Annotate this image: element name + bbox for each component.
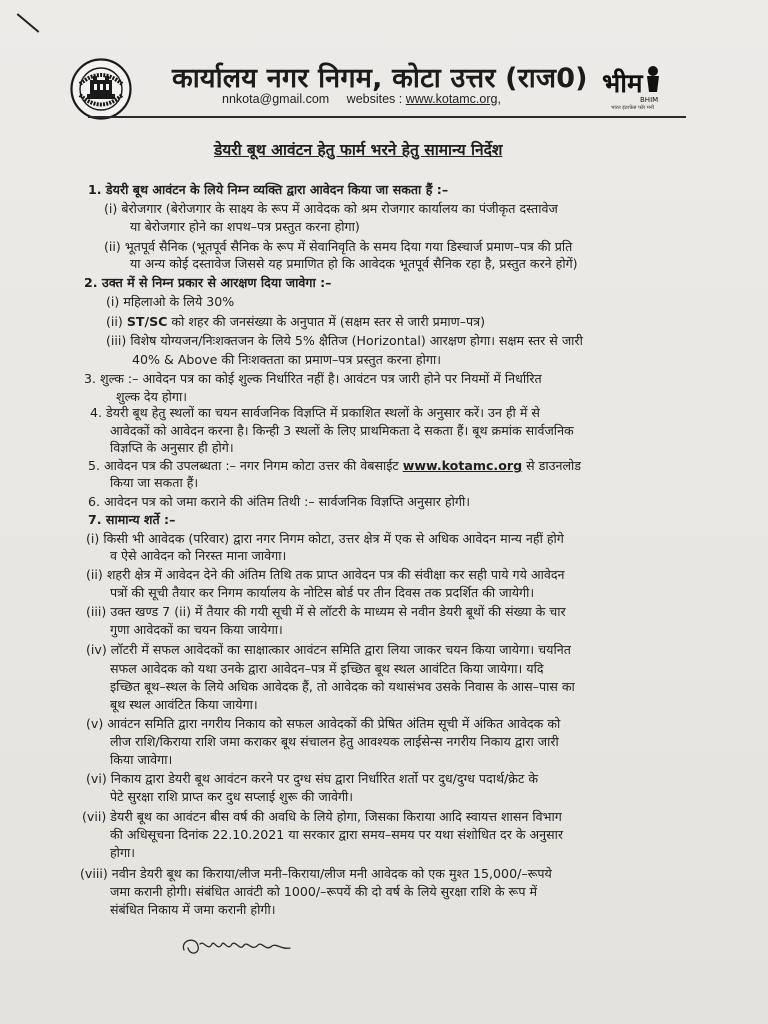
section-1-item-i-line1: (i) बेरोजगार (बेरोजगार के साक्ष्य के रूप में आवेदक को श्रम रोजगार कार्यालय का पंजीकृत दस्तावेज: [104, 201, 558, 216]
bhim-tagline: भारत इंटरफ़ेस फॉर मनी: [611, 105, 654, 111]
section-5-website-link[interactable]: www.kotamc.org: [402, 458, 523, 473]
section-7-item-ii-line1: (ii) शहरी क्षेत्र में आवेदन देने की अंतिम तिथि तक प्राप्त आवेदन पत्र की संवीक्षा कर सही पाये गये आवेदन: [86, 567, 565, 582]
section-7-item-iv-line3: इच्छित बूथ–स्थल के लिये अधिक आवेदक हैं, तो आवेदक को यथासंभव उसके निवास के आस–पास का: [110, 679, 575, 694]
section-1-item-ii-line1: (ii) भूतपूर्व सैनिक (भूतपूर्व सैनिक के रूप में सेवानिवृति के समय दिया गया डिस्चार्ज प्रमाण–पत्र की प्रति: [104, 239, 573, 254]
websites-label: websites :: [346, 92, 403, 106]
section-6: 6. आवेदन पत्र को जमा कराने की अंतिम तिथी :– सार्वजनिक विज्ञप्ति अनुसार होगी।: [88, 494, 470, 509]
section-1-heading: 1. डेयरी बूथ आवंटन के लिये निम्न व्यक्ति द्वारा आवेदन किया जा सकता हैं :–: [88, 182, 449, 197]
email-text: nnkota@gmail.com: [222, 92, 330, 106]
document-title: डेयरी बूथ आवंटन हेतु फार्म भरने हेतु सामान्य निर्देश: [214, 141, 503, 159]
section-5-line2: किया जा सकता हैं।: [110, 475, 199, 490]
signature-icon: [178, 932, 298, 962]
section-7-item-ii-line2: पत्रों की सूची तैयार कर निगम कार्यालय के नोटिस बोर्ड पर तीन दिवस तक प्रदर्शित की जायेगी।: [110, 585, 535, 600]
section-2-item-ii-bold: ST/SC: [126, 314, 168, 329]
section-7-item-viii-line2: जमा करानी होगी। संबंधित आवंटी को 1000/–रूपयें की दो वर्ष के लिये सुरक्षा राशि के रूप में: [110, 884, 538, 899]
section-2-item-iii-line2: 40% & Above की निःशक्तता का प्रमाण–पत्र प्रस्तुत करना होगा।: [132, 352, 441, 367]
section-7-item-vi-line2: पेटे सुरक्षा राशि प्राप्त कर दुध सप्लाई शुरू की जावेगी।: [110, 789, 354, 804]
section-7-item-iii-line2: गुणा आवेदकों का चयन किया जायेगा।: [110, 622, 283, 637]
section-2-item-i: (i) महिलाओ के लिये 30%: [106, 294, 235, 309]
section-7-item-v-line2: लीज राशि/किराया राशि जमा कराकर बूथ संचालन हेतु आवश्यक लाईसेन्स नगरीय निकाय द्वारा जारी: [110, 734, 559, 749]
section-7-item-viii-line3: संबंधित निकाय में जमा करानी होगी।: [110, 902, 276, 917]
section-1-item-i-line2: या बेरोजगार होने का शपथ–पत्र प्रस्तुत करना होगा): [130, 219, 360, 234]
section-7-item-vi-line1: (vi) निकाय द्वारा डेयरी बूथ आवंटन करने पर दुग्ध संघ द्वारा निर्धारित शर्तो पर दुध/दुग्ध पदार्थ/क्रेट के: [86, 771, 538, 786]
section-4-line1: 4. डेयरी बूथ हेतु स्थलों का चयन सार्वजनिक विज्ञप्ति में प्रकाशित स्थलों के अनुसार करें। उन ही में से: [90, 405, 540, 420]
office-title: कार्यालय नगर निगम, कोटा उत्तर (राज0): [172, 63, 588, 94]
section-7-item-v-line3: किया जावेगा।: [110, 752, 173, 767]
section-3-line1: 3. शुल्क :– आवेदन पत्र का कोई शुल्क निर्धारित नहीं है। आवंटन पत्र जारी होने पर नियमों में निर्धारित: [84, 371, 542, 386]
section-7-item-v-line1: (v) आवंटन समिति द्वारा नगरीय निकाय को सफल आवेदकों की प्रेषित अंतिम सूची में अंकित आवेदक को: [86, 716, 561, 731]
section-7-item-viii-line1: (viii) नवीन डेयरी बूथ का किराया/लीज मनी–किराया/लीज मनी आवेदक को एक मुश्त 15,000/–रूपये: [80, 866, 552, 881]
section-7-item-vii-line1: (vii) डेयरी बूथ का आवंटन बीस वर्ष की अवधि के लिये होगा, जिसका किराया आदि स्वायत्त शासन विभाग: [82, 809, 562, 824]
section-2-item-ii-number: (ii): [106, 314, 127, 329]
section-2-item-ii-text: को शहर की जनसंख्या के अनुपात में (सक्षम स्तर से जारी प्रमाण–पत्र): [167, 314, 486, 329]
section-7-item-iii-line1: (iii) उक्त खण्ड 7 (ii) में तैयार की गयी सूची में से लॉटरी के माध्यम से नवीन डेयरी बूथों की संख्या के चार: [86, 604, 566, 619]
section-5-text-end: से डाउनलोड: [522, 458, 582, 473]
website-suffix: ,: [497, 92, 501, 106]
section-7-item-i-line1: (i) किसी भी आवेदक (परिवार) द्वारा नगर निगम कोटा, उत्तर क्षेत्र में एक से अधिक आवेदन मान्य नहीं होगे: [86, 531, 564, 546]
bhim-logo-text: भीम: [602, 69, 643, 99]
bhim-logo-subtext: BHIM: [640, 96, 659, 104]
section-2-item-iii-line1: (iii) विशेष योग्यजन/निःशक्तजन के लिये 5% क्षैतिज (Horizontal) आरक्षण होगा। सक्षम स्तर से जारी: [106, 333, 583, 348]
section-7-item-iv-line2: सफल आवेदक को यथा उनके द्वारा आवेदन–पत्र में इच्छित बूथ स्थल आवंटित किया जायेगा। यदि: [110, 661, 544, 676]
section-4-line3: विज्ञप्ति के अनुसार ही होगे।: [110, 440, 234, 455]
section-2-heading: 2. उक्त में से निम्न प्रकार से आरक्षण दिया जावेगा :–: [84, 275, 332, 290]
section-2-item-ii: [106, 314, 485, 330]
section-7-item-iv-line1: (iv) लॉटरी में सफल आवेदकों का साक्षात्कार आवंटन समिति द्वारा लिया जाकर चयन किया जायेगा। चयनित: [86, 642, 571, 657]
section-7-item-vii-line3: होगा।: [110, 845, 136, 860]
section-5-line1: [88, 458, 581, 474]
section-5-text: 5. आवेदन पत्र की उपलब्धता :– नगर निगम कोटा उत्तर की वेबसाईट: [88, 458, 403, 473]
section-7-item-i-line2: व ऐसे आवेदन को निरस्त माना जावेगा।: [110, 548, 287, 563]
section-7-item-vii-line2: की अधिसूचना दिनांक 22.10.2021 या सरकार द्वारा समय–समय पर यथा संशोधित दर के अनुसार: [110, 827, 564, 842]
section-1-item-ii-line2: या अन्य कोई दस्तावेज जिससे यह प्रमाणित हो कि आवेदक भूतपूर्व सैनिक रहा है, प्रस्तुत करने होगें): [130, 256, 578, 271]
section-4-line2: आवेदकों को आवेदन करना है। किन्ही 3 स्थलों के लिए प्राथमिकता दे सकता हैं। बूथ क्रमांक सार्वजनिक: [110, 423, 574, 438]
website-link[interactable]: www.kotamc.org: [405, 92, 498, 106]
section-7-heading: 7. सामान्य शर्ते :–: [88, 512, 176, 527]
section-7-item-iv-line4: बूथ स्थल आवंटित किया जायेगा।: [110, 697, 258, 712]
section-3-line2: शुल्क देय होगा।: [116, 389, 187, 404]
